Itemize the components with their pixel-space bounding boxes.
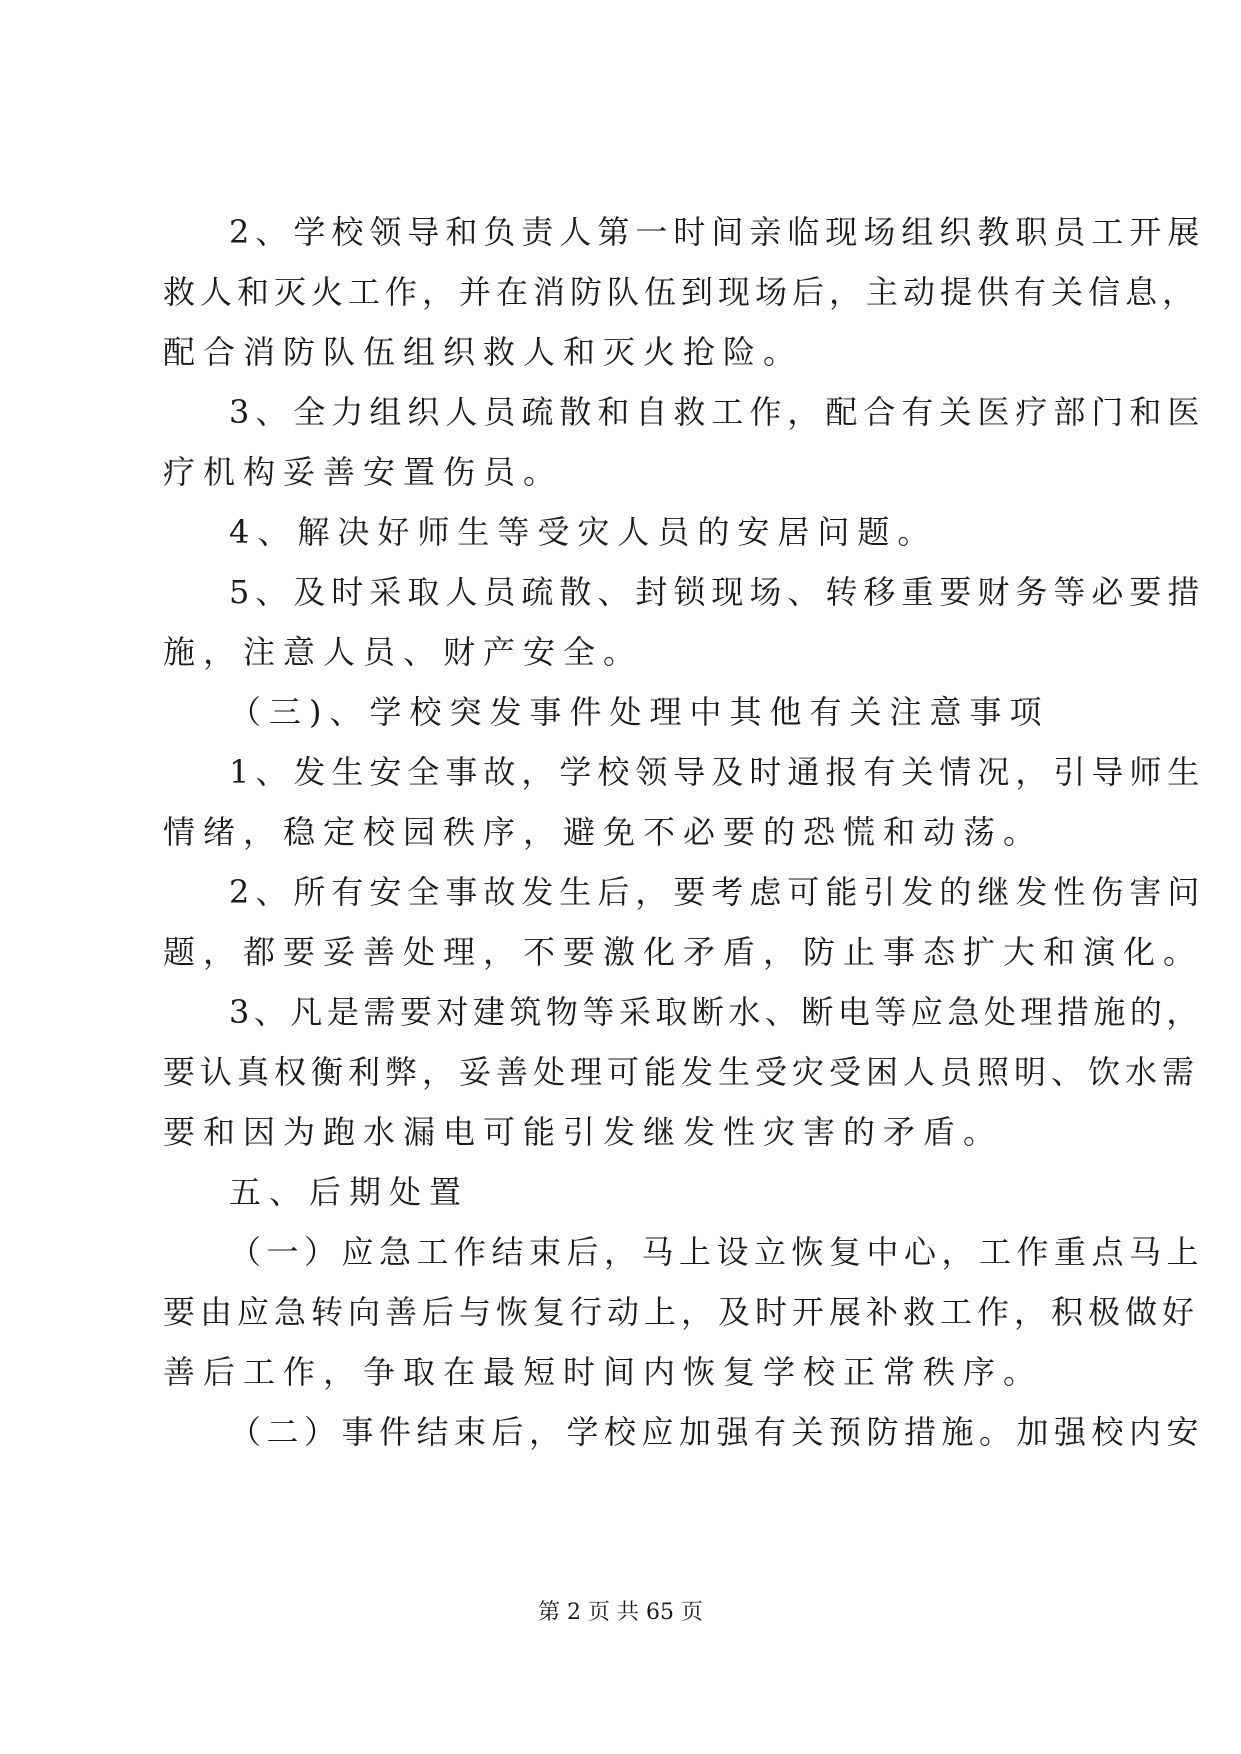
- paragraph-line: 4、解决好师生等受灾人员的安居问题。: [229, 513, 938, 551]
- paragraph-line: 疗机构妥善安置伤员。: [163, 453, 564, 491]
- paragraph-line: （二）事件结束后，学校应加强有关预防措施。加强校内安: [229, 1413, 1205, 1451]
- paragraph-line: 5、及时采取人员疏散、封锁现场、转移重要财务等必要措: [229, 573, 1206, 611]
- paragraph-line: （一）应急工作结束后，马上设立恢复中心，工作重点马上: [229, 1233, 1205, 1271]
- section-heading: （三)、学校突发事件处理中其他有关注意事项: [229, 693, 1050, 731]
- page-footer: 第 2 页 共 65 页: [538, 1600, 703, 1625]
- paragraph-line: 善后工作，争取在最短时间内恢复学校正常秩序。: [163, 1353, 1044, 1391]
- paragraph-line: 题，都要妥善处理，不要激化矛盾，防止事态扩大和演化。: [163, 933, 1204, 971]
- paragraph-line: 救人和灭火工作，并在消防队伍到现场后，主动提供有关信息，: [163, 273, 1200, 311]
- paragraph-line: 3、凡是需要对建筑物等采取断水、断电等应急处理措施的，: [229, 993, 1203, 1031]
- paragraph-line: 要由应急转向善后与恢复行动上，及时开展补救工作，积极做好: [163, 1293, 1200, 1331]
- section-heading: 五、后期处置: [229, 1173, 470, 1211]
- paragraph-line: 要认真权衡利弊，妥善处理可能发生受灾受困人员照明、饮水需: [163, 1053, 1200, 1091]
- paragraph-line: 配合消防队伍组织救人和灭火抢险。: [163, 333, 804, 371]
- paragraph-line: 2、所有安全事故发生后，要考虑可能引发的继发性伤害问: [229, 873, 1206, 911]
- paragraph-line: 3、全力组织人员疏散和自救工作，配合有关医疗部门和医: [229, 393, 1206, 431]
- paragraph-line: 1、发生安全事故，学校领导及时通报有关情况，引导师生: [229, 753, 1206, 791]
- paragraph-line: 情绪，稳定校园秩序，避免不必要的恐慌和动荡。: [163, 813, 1044, 851]
- paragraph-line: 施，注意人员、财产安全。: [163, 633, 644, 671]
- paragraph-line: 要和因为跑水漏电可能引发继发性灾害的矛盾。: [163, 1113, 1004, 1151]
- paragraph-line: 2、学校领导和负责人第一时间亲临现场组织教职员工开展: [229, 213, 1206, 251]
